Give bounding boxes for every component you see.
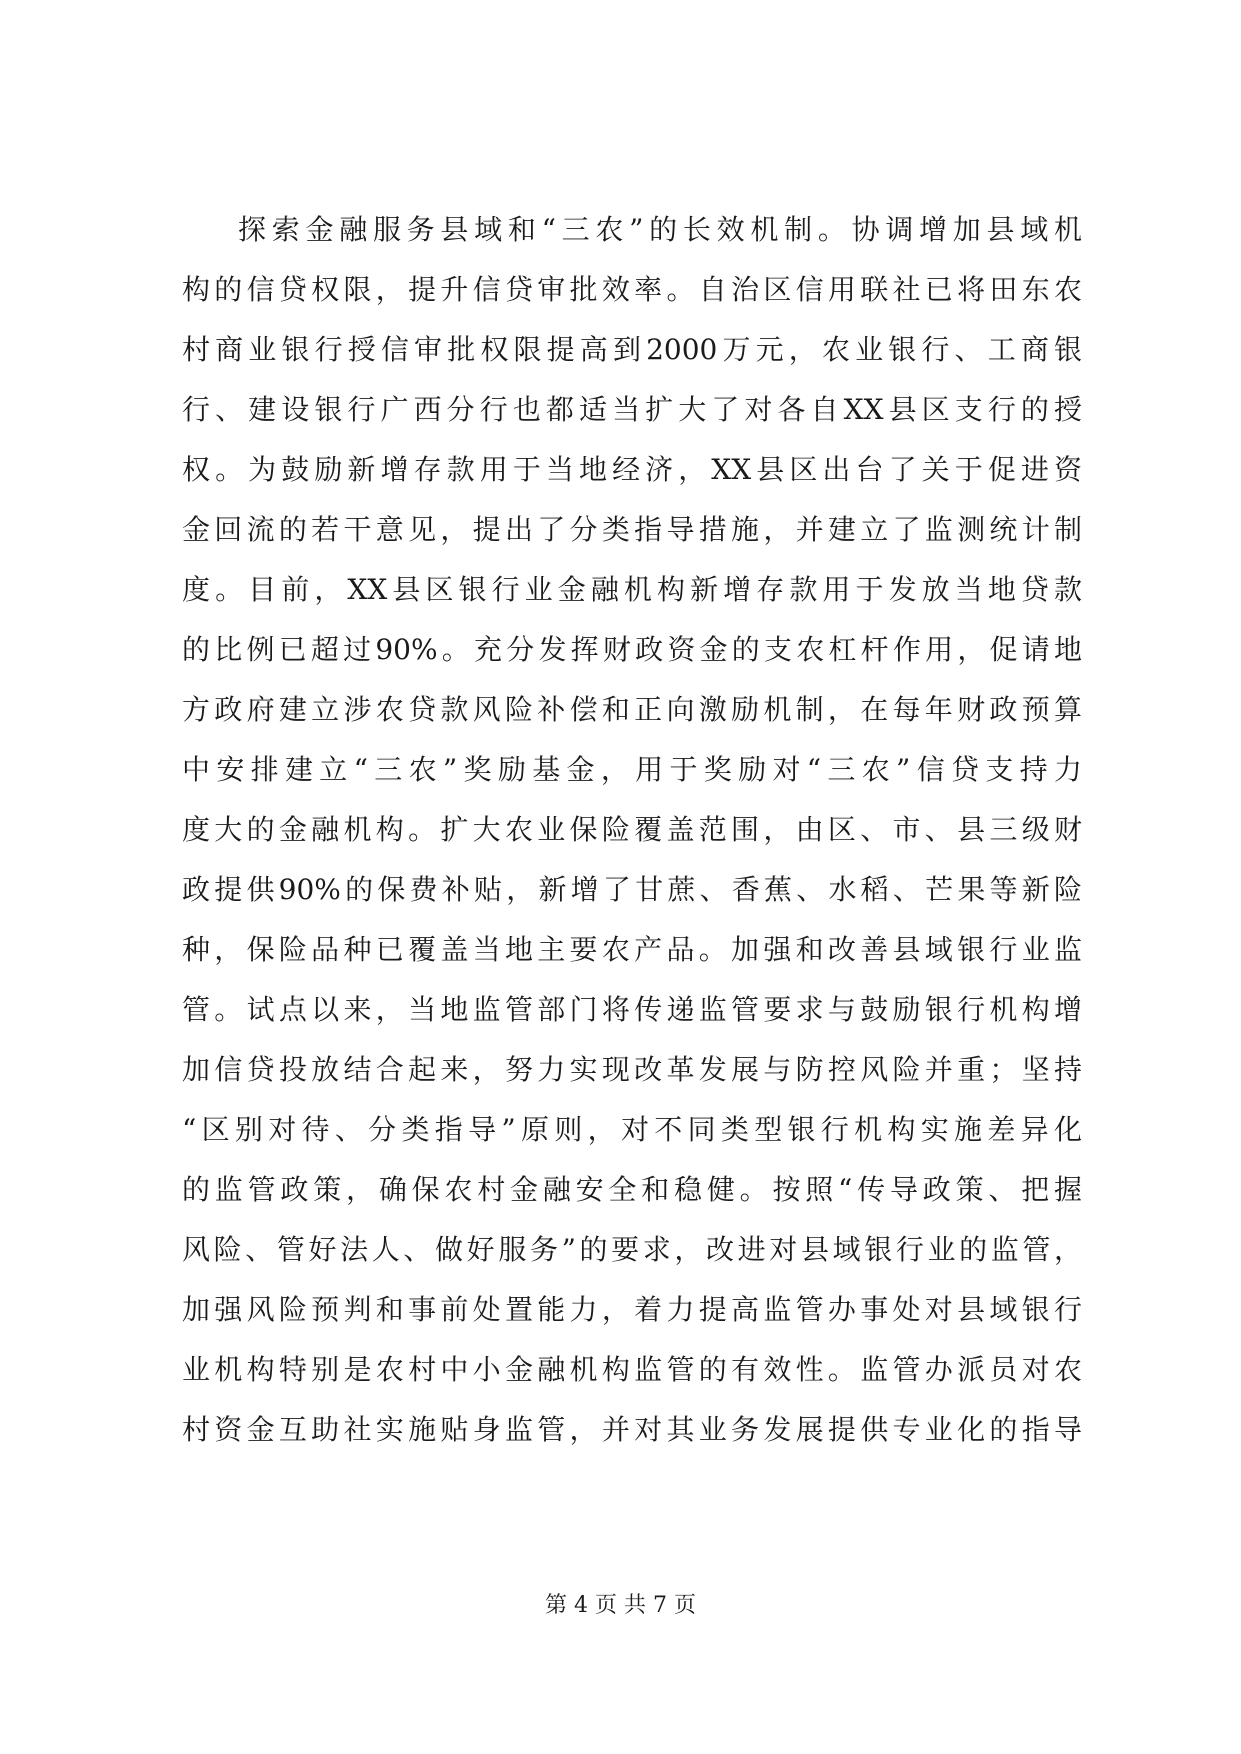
text-line: 的比例已超过90%。充分发挥财政资金的支农杠杆作用，促请地 (182, 633, 1082, 666)
text-line: 行、建设银行广西分行也都适当扩大了对各自XX县区支行的授 (182, 393, 1082, 426)
text-line: 构的信贷权限，提升信贷审批效率。自治区信用联社已将田东农 (182, 273, 1082, 306)
text-line: 金回流的若干意见，提出了分类指导措施，并建立了监测统计制 (182, 513, 1082, 546)
text-line: “区别对待、分类指导”原则，对不同类型银行机构实施差异化 (182, 1113, 1082, 1146)
text-line: 加信贷投放结合起来，努力实现改革发展与防控风险并重；坚持 (182, 1053, 1082, 1086)
text-line: 度大的金融机构。扩大农业保险覆盖范围，由区、市、县三级财 (182, 813, 1082, 846)
body-paragraph (182, 200, 1082, 1460)
text-line: 探索金融服务县域和“三农”的长效机制。协调增加县域机 (238, 213, 1082, 246)
text-line: 权。为鼓励新增存款用于当地经济，XX县区出台了关于促进资 (182, 453, 1082, 486)
text-line: 政提供90%的保费补贴，新增了甘蔗、香蕉、水稻、芒果等新险 (182, 873, 1082, 906)
text-line: 管。试点以来，当地监管部门将传递监管要求与鼓励银行机构增 (182, 993, 1082, 1026)
page-footer: 第 4 页 共 7 页 (545, 1593, 696, 1618)
text-line: 的监管政策，确保农村金融安全和稳健。按照“传导政策、把握 (182, 1173, 1082, 1206)
text-line: 业机构特别是农村中小金融机构监管的有效性。监管办派员对农 (182, 1353, 1082, 1386)
text-line: 方政府建立涉农贷款风险补偿和正向激励机制，在每年财政预算 (182, 693, 1082, 726)
text-line: 中安排建立“三农”奖励基金，用于奖励对“三农”信贷支持力 (182, 753, 1082, 786)
text-line: 村资金互助社实施贴身监管，并对其业务发展提供专业化的指导 (182, 1413, 1082, 1446)
text-line: 加强风险预判和事前处置能力，着力提高监管办事处对县域银行 (182, 1293, 1082, 1326)
text-line: 种，保险品种已覆盖当地主要农产品。加强和改善县域银行业监 (182, 933, 1082, 966)
text-line: 风险、管好法人、做好服务”的要求，改进对县域银行业的监管， (182, 1233, 1082, 1266)
text-line: 村商业银行授信审批权限提高到2000万元，农业银行、工商银 (182, 333, 1082, 366)
text-line: 度。目前，XX县区银行业金融机构新增存款用于发放当地贷款 (182, 573, 1082, 606)
